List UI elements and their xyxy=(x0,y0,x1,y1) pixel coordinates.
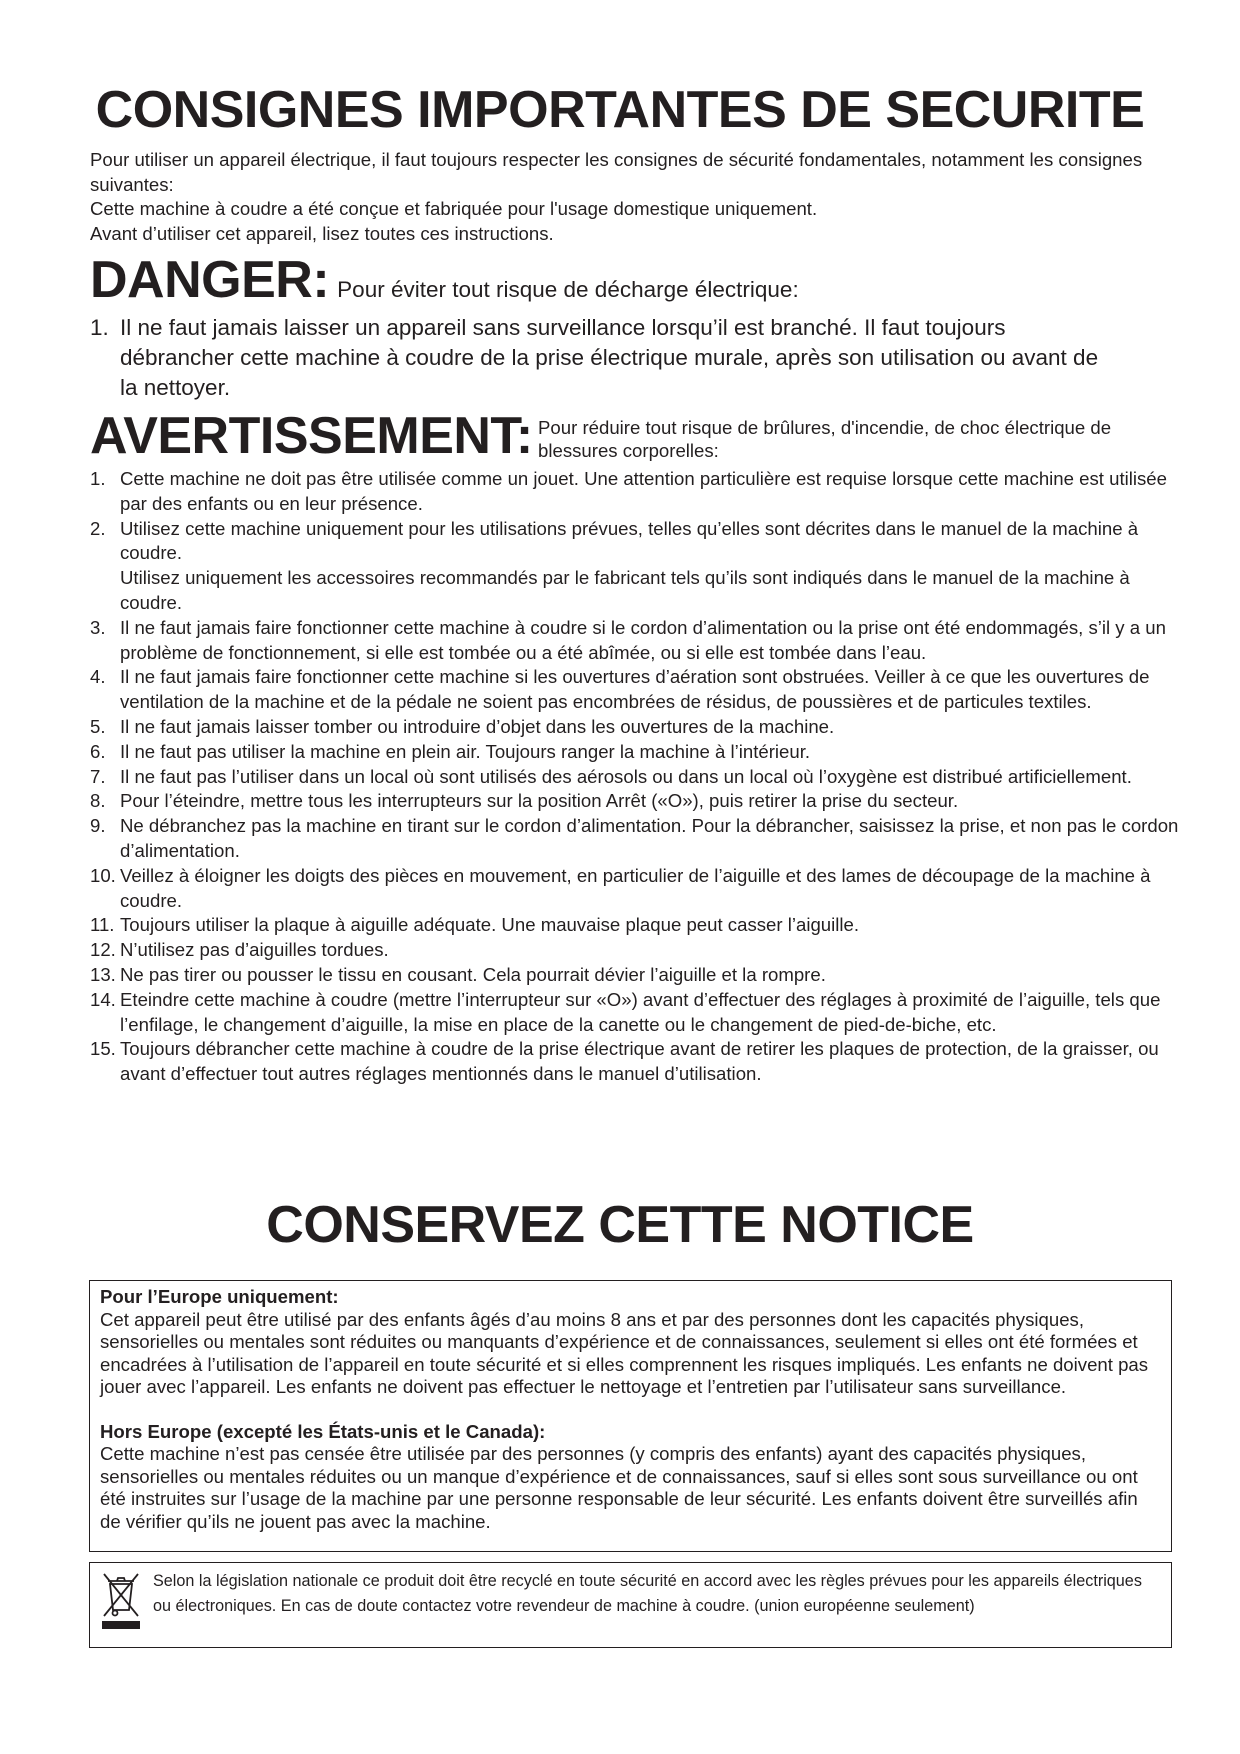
item-text: Ne pas tirer ou pousser le tissu en cousant. Cela pourrait dévier l’aiguille et la rompre. xyxy=(120,963,826,985)
item-text: Pour l’éteindre, mettre tous les interrupteurs sur la position Arrêt («O»), puis retirer la prise du secteur. xyxy=(120,790,959,812)
item-number: 2. xyxy=(90,517,106,539)
item-number: 10. xyxy=(90,864,116,886)
item-number: 4. xyxy=(90,666,106,688)
europe-heading: Pour l’Europe uniquement: xyxy=(100,1286,339,1307)
recycling-box xyxy=(89,1562,1172,1648)
list-item xyxy=(90,715,1180,740)
item-number: 1. xyxy=(90,468,106,489)
item-number: 8. xyxy=(90,790,106,812)
item-text: Il ne faut pas utiliser la machine en plein air. Toujours ranger la machine à l’intérieur. xyxy=(120,740,811,762)
danger-subtitle: Pour éviter tout risque de décharge électrique: xyxy=(337,277,799,302)
list-item xyxy=(90,963,1180,988)
item-number: 11. xyxy=(90,914,115,936)
outside-europe-text: Cette machine n’est pas censée être utilisée par des personnes (y compris des enfants) ayant des capacités physiques, sensorielles ou mentales réduites ou un manque d’expérience et de connaissances, sauf si elles sont sous surveillance ou ont été instruites sur l’usage de la machine par une personne responsable de leur sécurité. Les enfants doivent être surveillés afin de vérifier qu’ils ne jouent pas avec la machine. xyxy=(100,1443,1138,1532)
item-text: Ne débranchez pas la machine en tirant sur le cordon d’alimentation. Pour la débrancher, saisissez la prise, et non pas le cordon d’alimentation. xyxy=(120,815,1179,861)
intro-paragraph: Cette machine à coudre a été conçue et fabriquée pour l'usage domestique uniquement. xyxy=(90,198,818,220)
item-number: 9. xyxy=(90,815,106,837)
intro-paragraph: Pour utiliser un appareil électrique, il faut toujours respecter les consignes de sécurité fondamentales, notamment les consignes suivantes: xyxy=(90,149,1143,195)
item-text-extra: Utilisez uniquement les accessoires recommandés par le fabricant tels qu’ils sont indiqués dans le manuel de la machine à coudre. xyxy=(120,567,1130,613)
list-item xyxy=(90,938,1180,963)
list-item xyxy=(90,765,1180,790)
item-text: Utilisez cette machine uniquement pour les utilisations prévues, telles qu’elles sont décrites dans le manuel de la machine à coudre. xyxy=(120,517,1139,564)
item-text: Il ne faut jamais laisser tomber ou introduire d’objet dans les ouvertures de la machine. xyxy=(120,715,835,737)
item-text: Veillez à éloigner les doigts des pièces en mouvement, en particulier de l’aiguille et des lames de découpage de la machine à coudre. xyxy=(120,864,1151,911)
usage-restrictions-box xyxy=(89,1280,1172,1552)
warning-header xyxy=(90,408,1180,464)
page-title: CONSIGNES IMPORTANTES DE SECURITE xyxy=(95,81,1145,139)
intro-paragraph: Avant d’utiliser cet appareil, lisez toutes ces instructions. xyxy=(90,222,554,244)
warning-subtitle: Pour réduire tout risque de brûlures, d'incendie, de choc électrique de blessures corporelles: xyxy=(538,417,1112,461)
item-number: 15. xyxy=(90,1038,116,1060)
danger-heading: DANGER: xyxy=(90,251,330,309)
item-text: N’utilisez pas d’aiguilles tordues. xyxy=(120,939,389,961)
item-number: 12. xyxy=(90,939,116,961)
item-text: Toujours débrancher cette machine à coudre de la prise électrique avant de retirer les plaques de protection, de la graisser, ou avant d’effectuer tout autres réglages mentionnés dans le manuel d’utilisation. xyxy=(120,1038,1159,1085)
item-text: Eteindre cette machine à coudre (mettre l’interrupteur sur «O») avant d’effectuer des réglages à proximité de l’aiguille, tels que l’enfilage, le changement d’aiguille, la mise en place de la canette ou le changement de pied-de-biche, etc. xyxy=(120,988,1161,1035)
item-number: 5. xyxy=(90,715,106,737)
list-item xyxy=(90,988,1180,1038)
warning-list xyxy=(90,467,1180,1087)
item-text: Il ne faut jamais laisser un appareil sans surveillance lorsqu’il est branché. Il faut toujours débrancher cette machine à coudre de la prise électrique murale, après son utilisation ou avant de la nettoyer. xyxy=(120,315,1099,400)
list-item xyxy=(90,789,1180,814)
item-text: Toujours utiliser la plaque à aiguille adéquate. Une mauvaise plaque peut casser l’aiguille. xyxy=(120,914,860,936)
item-text: Il ne faut pas l’utiliser dans un local où sont utilisés des aérosols ou dans un local où l’oxygène est distribué artificiellement. xyxy=(120,765,1132,787)
item-number: 6. xyxy=(90,740,106,762)
item-number: 14. xyxy=(90,988,116,1010)
item-text: Cette machine ne doit pas être utilisée comme un jouet. Une attention particulière est requise lorsque cette machine est utilisée par des enfants ou en leur présence. xyxy=(120,468,1167,514)
list-item xyxy=(90,864,1180,914)
item-text: Il ne faut jamais faire fonctionner cette machine à coudre si le cordon d’alimentation ou la prise ont été endommagés, s’il y a un problème de fonctionnement, si elle est tombée ou a été abîmée, ou si elle est tombée dans l’eau. xyxy=(120,616,1166,663)
item-number: 7. xyxy=(90,765,106,787)
outside-europe-heading: Hors Europe (excepté les États-unis et le Canada): xyxy=(100,1420,546,1442)
keep-notice-title: CONSERVEZ CETTE NOTICE xyxy=(266,1196,974,1254)
list-item xyxy=(90,814,1180,864)
list-item xyxy=(90,467,1180,517)
item-number: 3. xyxy=(90,616,106,638)
item-text: Il ne faut jamais faire fonctionner cette machine si les ouvertures d’aération sont obstruées. Veiller à ce que les ouvertures de ventilation de la machine et de la pédale ne soient pas encombrées de résidus, de poussières et de particules textiles. xyxy=(120,666,1150,713)
list-item xyxy=(90,665,1180,715)
item-number: 1. xyxy=(90,315,109,340)
list-item xyxy=(90,740,1180,765)
item-number: 13. xyxy=(90,963,116,985)
list-item xyxy=(90,1037,1180,1087)
list-item xyxy=(90,913,1180,938)
list-item xyxy=(90,616,1180,666)
warning-heading: AVERTISSEMENT: xyxy=(90,407,533,465)
crossed-out-wheelie-bin-icon xyxy=(100,1570,142,1630)
list-item xyxy=(90,313,1120,403)
danger-header xyxy=(90,250,1180,310)
intro-section xyxy=(90,148,1180,246)
europe-text: Cet appareil peut être utilisé par des enfants âgés d’au moins 8 ans et par des personnes dont les capacités physiques, sensorielles ou mentales sont réduites ou manquants d’expérience et de connaissances, seulement si elles ont été formées et encadrées à l’utilisation de l’appareil en toute sécurité et si elles comprennent les risques impliqués. Les enfants ne doivent pas jouer avec l’appareil. Les enfants ne doivent pas effectuer le nettoyage et l’entretien par l’utilisateur sans surveillance. xyxy=(100,1308,1149,1397)
danger-list xyxy=(90,313,1120,403)
recycling-text: Selon la législation nationale ce produit doit être recyclé en toute sécurité en accord avec les règles prévues pour les appareils électriques ou électroniques. En cas de doute contactez votre revendeur de machine à coudre. (union européenne seulement) xyxy=(153,1572,1142,1615)
list-item xyxy=(90,517,1180,616)
